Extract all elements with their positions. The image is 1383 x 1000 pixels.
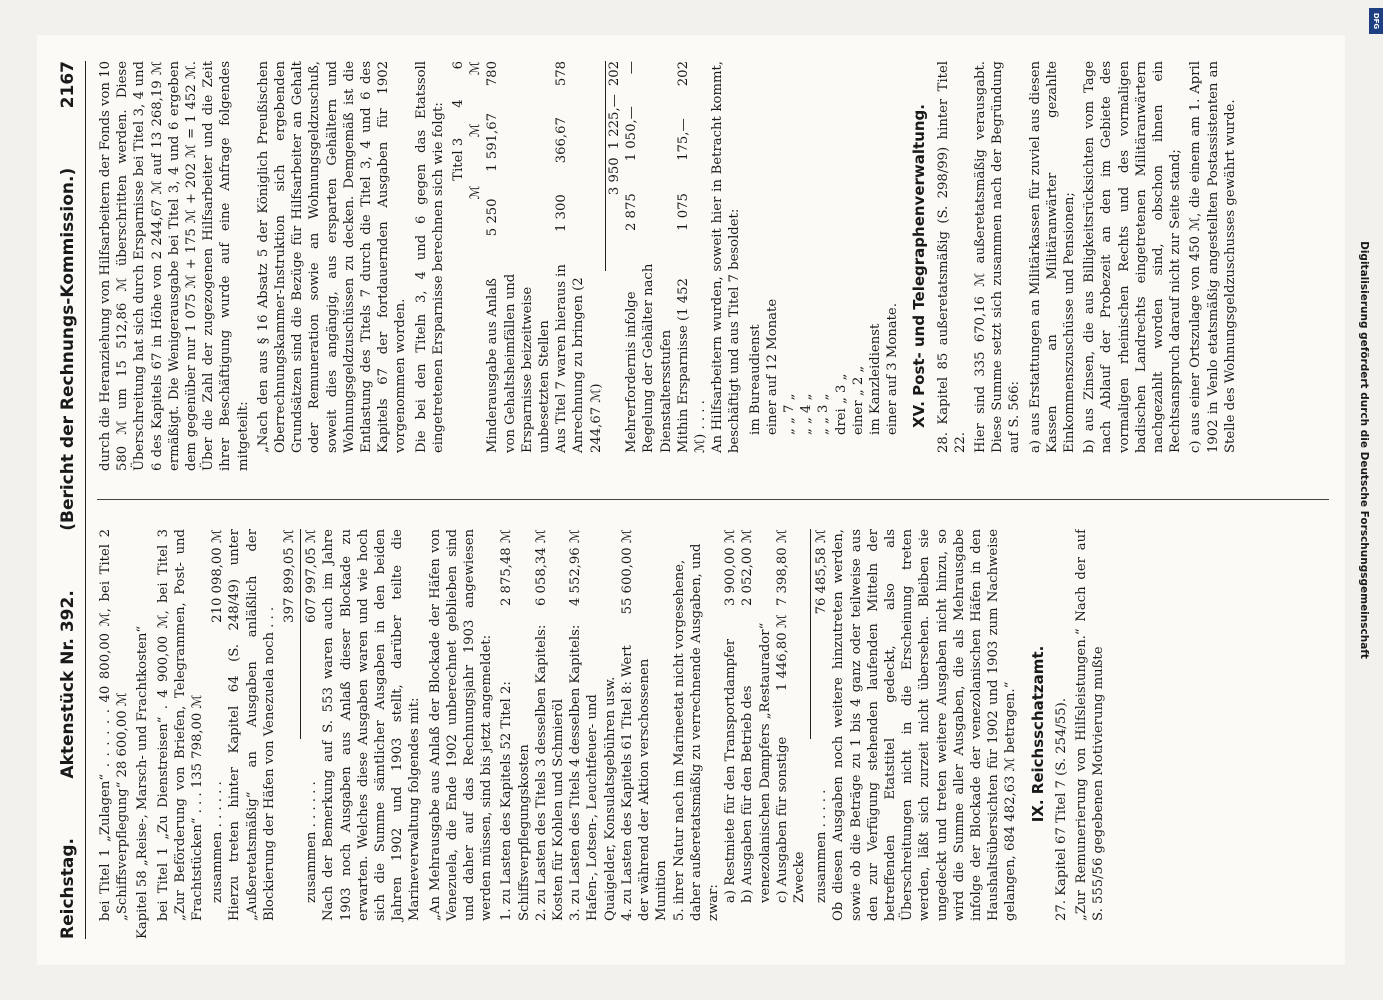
sub-item-text: a) Restmiete für den Transportdampfer — [723, 638, 739, 903]
table-cell: 202 — [675, 61, 691, 87]
paragraph: 28. Kapitel 85 außeretatsmäßig (S. 298/99) hinter Titel 22. — [935, 61, 968, 453]
paragraph: Die bei den Titeln 3, 4 und 6 gegen das Etatssoll eingetretenen Ersparnisse berechnen sich wie folgt: — [413, 61, 446, 453]
list-item: a) aus Erstattungen an Militärkassen für zuviel aus diesen Kassen an Militäranwärter gezahlte Einkommenszuschüsse und Pensionen; — [1027, 61, 1077, 453]
table-row-label: Mehrerfordernis infolge Regelung der Gehälter nach Dienstaltersstufen — [624, 263, 674, 453]
table-cell: 202 — [606, 61, 622, 87]
table-cell: 780 — [485, 61, 501, 87]
sum-amount: 607 997,05 ℳ — [304, 529, 320, 623]
staff-line: einer „ 2 „ — [850, 365, 866, 435]
sum-amount: 76 485,58 ℳ — [814, 529, 830, 615]
item-amount: 6 058,34 ℳ — [533, 529, 549, 607]
document-page — [37, 35, 1345, 965]
table-cell: 1 300 — [554, 194, 570, 233]
list-item — [533, 529, 567, 939]
sub-item — [739, 529, 773, 939]
table-row-label: Aus Titel 7 waren hieraus in Anrechnung zu bringen (2 244,67 ℳ) — [554, 264, 604, 453]
sub-item — [774, 529, 808, 939]
header-right-title: (Bericht der Rechnungs-Kommission.) — [58, 167, 78, 531]
paragraph: Hier sind 335 670,16 ℳ außeretatsmäßig verausgabt. Diese Summe setzt sich zusammen nach der Begründung auf S. 566: — [972, 61, 1023, 453]
table-cell: — — [624, 61, 640, 75]
paragraph: Kapitel 58 „Reise-, Marsch- und Frachtkosten“ — [135, 625, 151, 939]
staff-line: „ „ 4 „ — [799, 393, 815, 435]
list-item — [671, 529, 723, 939]
table-unit: ℳ — [468, 61, 484, 76]
table-row-label: Minderausgabe aus Anlaß von Gehaltsheimfällen und Ersparnisse beizeitweise unbesetzten Stellen — [485, 273, 553, 453]
section-heading: IX. Reichsschatzamt. — [1028, 645, 1047, 823]
list-item — [498, 529, 532, 939]
staff-line: im Kanzleidienst — [867, 323, 883, 435]
rotated-content — [37, 35, 1345, 965]
paragraph: bei Titel 1 „Zu Dienstreisen“ . 4 900,00 ℳ, bei Titel 3 „Zur Beförderung von Briefen, Telegrammen, Post- und Frachtstücken“ . . . 135 798,00 ℳ — [155, 529, 206, 921]
table-cell: 1 050,— — [624, 106, 640, 162]
table-row — [553, 61, 605, 471]
sub-item-amount: 2 052,00 ℳ — [740, 529, 756, 607]
item-amount: 55 600,00 ℳ — [619, 529, 635, 615]
right-column — [97, 61, 1329, 471]
section-heading: XV. Post- und Telegraphenverwaltung. — [910, 104, 929, 429]
dfg-logo-text: DFG — [1372, 12, 1380, 30]
sub-item-text: c) Ausgaben für sonstige Zwecke — [774, 736, 807, 903]
sum-amount: 210 098,00 ℳ — [210, 529, 226, 623]
paragraph: Ob diesen Ausgaben noch weitere hinzutreten werden, sowie ob die Beträge zu 1 bis 4 ganz oder teilweise aus den zur Verfügung stehenden laufenden Mitteln der betreffenden Etatstitel gedeckt, also als Überschreitungen nicht in die Erscheinung treten werden, läßt sich zurzeit nicht übersehen. Bleiben sie ungedeckt und treten weitere Ausgaben nicht hinzu, so wird die Summe aller Ausgaben, die als Mehrausgabe infolge der Blockade der venezolanischen Häfen in den Haushaltsübersichten für 1902 und 1903 zum Nachweise gelangen, 684 482,63 ℳ betragen.“ — [831, 529, 1019, 921]
staff-line: im Bureaudienst — [747, 324, 763, 435]
table-col-header: 6 — [451, 61, 467, 70]
dfg-logo — [1369, 8, 1383, 34]
table-cell: 175,— — [675, 118, 691, 161]
sum-label: zusammen . . . . . — [814, 789, 830, 903]
table-cell: 3 950 — [606, 157, 622, 196]
sub-item-text: b) Ausgaben für den Betrieb des venezolanischen Dampfers „Restaurador“ — [740, 622, 773, 903]
table-row — [484, 61, 553, 471]
text-columns — [97, 61, 1329, 939]
amount-row — [281, 529, 298, 939]
rule — [300, 529, 301, 739]
item-amount: 4 552,96 ℳ — [568, 529, 584, 607]
staff-line: „ „ 7 „ — [781, 393, 797, 435]
header-center: Aktenstück Nr. 392. — [58, 590, 78, 779]
table-row — [623, 61, 675, 471]
page-number: 2167 — [58, 61, 78, 109]
list-item: b) aus Zinsen, die aus Billigkeitsrücksichten vom Tage nach Ablauf der Probezeit an den im Gebiete des vormaligen rheinischen Rechts und des vormaligen badischen Landrechts eingetretenen Militäranwärtern nachgezahlt worden sind, obschon ihnen ein Rechtsanspruch darauf nicht zur Seite stand; — [1082, 61, 1184, 453]
left-column — [97, 529, 1329, 939]
table-header — [450, 61, 467, 471]
sum-row — [209, 529, 226, 939]
column-divider — [97, 500, 1329, 501]
paragraph: „Zur Remunerierung von Hilfsleistungen.“ Nach der auf S. 555/56 gegebenen Motivierung mußte — [1073, 529, 1107, 921]
paragraph: „Nach den aus § 16 Absatz 5 der Königlich Preußischen Oberrechnungskammer-Instruktion sich ergebenden Grundsätzen sind die Bezüge für Hilfsarbeiter an Gehalt oder Remuneration sowie an Wohnungsgeldzuschuß, soweit dies angängig, aus ersparten Gehältern und Wohnungsgeldzuschüssen zu decken. Demgemäß ist die Entlastung des Titels 7 durch die Titel 3, 4 und 6 des Kapitels 67 der fortdauernden Ausgaben für 1902 vorgenommen worden. — [255, 61, 409, 453]
table-row-label: Mithin Ersparnisse (1 452 ℳ) . . . . — [675, 278, 708, 453]
sum-label: zusammen . . . . . . — [304, 781, 320, 903]
list-item — [619, 529, 671, 939]
paragraph: „An Mehrausgabe aus Anlaß der Blockade der Häfen von Venezuela, die Ende 1902 unberechnet geblieben sind und daher auf das Rechnungsjahr 1903 angewiesen werden müssen, sind bis jetzt angemeldet: — [427, 529, 495, 921]
table-cell: 2 875 — [624, 193, 640, 232]
table-unit: ℳ — [468, 123, 484, 138]
paragraph: An Hilfsarbeitern wurden, soweit hier in Betracht kommt, beschäftigt und aus Titel 7 besoldet: — [710, 61, 743, 453]
paragraph: durch die Heranziehung von Hilfsarbeitern der Fonds von 10 580 ℳ um 15 512,86 ℳ überschritten werden. Diese Überschreitung hat sich durch Ersparnisse bei Titel 3, 4 und 6 des Kapitels 67 in Höhe von 2 244,67 ℳ auf 13 268,19 ℳ ermäßigt. Die Wenigerausgabe bei Titel 3, 4 und 6 ergeben dem gegenüber nur 1 075 ℳ + 175 ℳ + 202 ℳ = 1 452 ℳ. Über die Zahl der zugezogenen Hilfsarbeiter und die Zeit ihrer Beschäftigung wurde auf eine Anfrage folgendes mitgeteilt: — [98, 61, 251, 471]
table-row — [675, 61, 709, 471]
table-cell: 366,67 — [554, 117, 570, 164]
table-col-header: Titel 3 — [451, 137, 467, 181]
table-row — [605, 61, 623, 271]
table-col-header: 4 — [451, 99, 467, 108]
list-item — [567, 529, 619, 939]
digitization-note-text: Digitalisierung gefördert durch die Deutsche Forschungsgemeinschaft — [1358, 241, 1370, 659]
item-text: 2. zu Lasten des Titels 3 desselben Kapitels: Kosten für Kohlen und Schmieröl — [533, 624, 567, 921]
rule — [810, 529, 811, 739]
sub-item-amount: 1 446,80 ℳ — [774, 614, 790, 692]
item-text: 1. zu Lasten des Kapitels 52 Titel 2: Schiffsverpflegungskosten — [499, 681, 532, 921]
paragraph: Nach der Bemerkung auf S. 553 waren auch im Jahre 1903 noch Ausgaben aus Anlaß dieser Blockade zu erwarten. Welches diese Ausgaben waren und wie hoch sich die Summe sämtlicher Ausgaben in den beiden Jahren 1902 und 1903 stellt, darüber teilte die Marineverwaltung folgendes mit: — [321, 529, 423, 921]
sum-label: zusammen . . . . . . — [210, 781, 226, 903]
digitization-note — [1352, 10, 1376, 890]
table-cell: 578 — [554, 61, 570, 87]
staff-line: einer auf 12 Monate — [764, 298, 780, 435]
staff-line: „ „ 3 „ — [816, 393, 832, 435]
table-cell: 5 250 — [485, 198, 501, 237]
staff-line: einer auf 3 Monate. — [885, 303, 901, 435]
item-text: 5. ihrer Natur nach im Marineetat nicht vorgesehene, daher außeretatsmäßig zu verrechnende Ausgaben, und zwar: — [671, 543, 721, 921]
staff-line: drei „ 3 „ — [833, 373, 849, 435]
list-item: c) aus einer Ortszulage von 450 ℳ, die einem am 1. April 1902 in Venlo etatsmäßig angestellten Postassistenten an Stelle des Wohnungsgeldzuschusses gewährt wurde. — [1188, 61, 1238, 453]
table-cell: 1 225,— — [606, 94, 622, 150]
item-amount: 2 875,48 ℳ — [499, 529, 515, 607]
paragraph: 27. Kapitel 67 Titel 7 (S. 254/55). — [1053, 698, 1069, 921]
header-left: Reichstag. — [58, 838, 78, 939]
item-text: 4. zu Lasten des Kapitels 61 Titel 8: Wert der während der Aktion verschossenen Munition — [619, 645, 670, 921]
sum-row — [303, 529, 320, 939]
table-unit: ℳ — [468, 185, 484, 200]
item-text: 3. zu Lasten des Titels 4 desselben Kapitels: Hafen-, Lotsen-, Leuchtfeuer- und Quaigelder, Konsulatsgebühren usw. — [568, 624, 618, 921]
sub-item — [722, 529, 739, 939]
table-units — [467, 61, 484, 471]
sub-item-sum: 7 398,80 ℳ — [774, 529, 790, 607]
table-cell: 1 075 — [675, 193, 691, 231]
amount: 397 899,05 ℳ — [282, 529, 298, 623]
table-cell: 1 591,67 — [485, 112, 501, 172]
paragraph: bei Titel 1 „Zulagen“ . . . . . . 40 800,00 ℳ, bei Titel 2 „Schiffsverpflegung“ 28 600,00 ℳ — [98, 529, 131, 921]
staff-list — [747, 61, 902, 471]
sub-item-amount: 3 900,00 ℳ — [723, 529, 739, 607]
sum-row — [813, 529, 830, 939]
running-header — [51, 61, 86, 939]
paragraph: Hierzu treten hinter Kapitel 64 (S. 248/49) unter „Außeretatsmäßig“ an Ausgaben anläßlich der Blockierung der Häfen von Venezuela noch . . . — [227, 529, 277, 921]
